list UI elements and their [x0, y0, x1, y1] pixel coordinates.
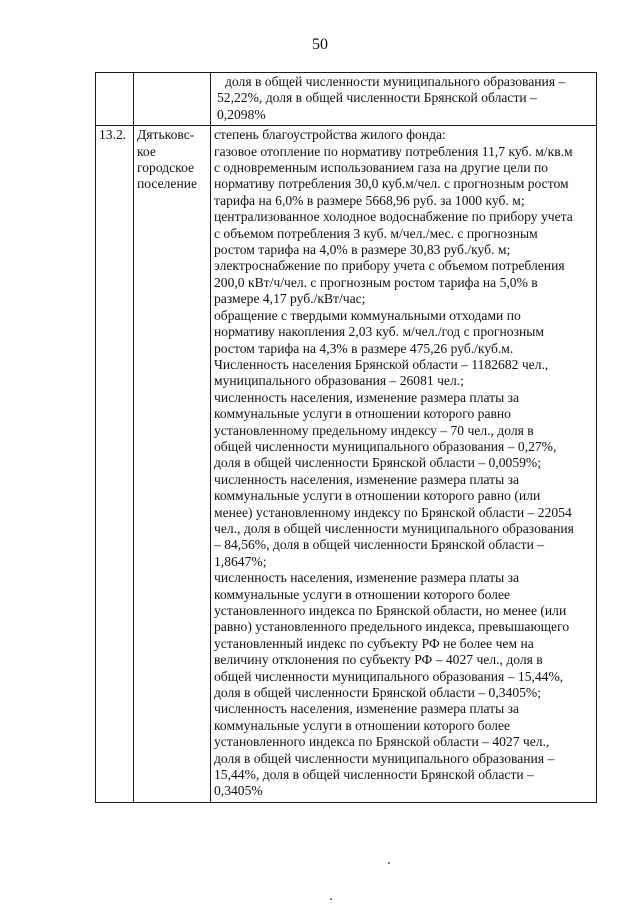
text-line: обращение с твердыми коммунальными отходами по: [214, 307, 521, 323]
text-line: коммунальные услуги в отношении которого более: [214, 586, 511, 602]
text-line: общей численности муниципального образования – 15,44%,: [214, 668, 564, 684]
text-line: численность населения, изменение размера платы за: [214, 389, 520, 405]
municipality-name-line: кое: [137, 143, 156, 159]
text-line: равно) установленного предельного индекса, превышающего: [214, 619, 570, 635]
scan-speck: [330, 898, 332, 900]
text-line: доля в общей численности Брянской области – 0,3405%;: [214, 685, 542, 701]
row-number-cell: [96, 126, 134, 803]
page-number: 50: [312, 36, 328, 53]
text-line: степень благоустройства жилого фонда:: [214, 127, 446, 143]
description-cell: [211, 126, 597, 803]
text-line: чел., доля в общей численности муниципального образования: [214, 520, 574, 536]
text-line: с объемом потребления 3 куб. м/чел./мес. с прогнозным: [214, 225, 538, 241]
text-line: 15,44%, доля в общей численности Брянской области –: [214, 767, 534, 783]
text-line: муниципального образования – 26081 чел.;: [214, 373, 464, 389]
text-line: менее) установленному индексу по Брянской области – 22054: [214, 504, 572, 520]
text-line: доля в общей численности Брянской области – 0,0059%;: [214, 455, 542, 471]
text-line: газовое отопление по нормативу потребления 11,7 куб. м/кв.м: [214, 143, 573, 159]
text-line: централизованное холодное водоснабжение по прибору учета: [214, 209, 573, 225]
text-line: с одновременным использованием газа на другие цели по: [214, 160, 549, 176]
table-row-13-2: [96, 126, 597, 803]
text-line: коммунальные услуги в отношении которого равно: [214, 406, 511, 422]
description-cell-continuation: [211, 73, 597, 126]
text-line: ростом тарифа на 4,3% в размере 475,26 руб./куб.м.: [214, 340, 514, 356]
text-line: установленному предельному индексу – 70 чел., доля в: [214, 422, 534, 438]
text-line: установленный индекс по субъекту РФ не более чем на: [214, 635, 534, 651]
table-row-continuation: [96, 73, 597, 126]
text-line: численность населения, изменение размера платы за: [214, 471, 520, 487]
text-line: коммунальные услуги в отношении которого более: [214, 717, 511, 733]
text-line: нормативу потребления 30,0 куб.м/чел. с прогнозным ростом: [214, 176, 569, 192]
text-line: доля в общей численности муниципального образования –: [225, 74, 566, 89]
text-line: размере 4,17 руб./кВт/час;: [214, 291, 366, 307]
text-line: 0,3405%: [214, 783, 263, 799]
text-line: Численность населения Брянской области – 1182682 чел.,: [214, 356, 549, 372]
text-line: ростом тарифа на 4,0% в размере 30,83 руб./куб. м;: [214, 242, 511, 258]
municipality-table: [95, 72, 597, 803]
text-line: 1,8647%;: [214, 553, 267, 569]
municipality-name-cell-empty: [134, 73, 211, 126]
text-line: величину отклонения по субъекту РФ – 4027 чел., доля в: [214, 652, 543, 668]
text-line: установленного индекса по Брянской области – 4027 чел.,: [214, 734, 550, 750]
text-line: 0,2098%: [217, 106, 266, 122]
text-line: 200,0 кВт/ч/чел. с прогнозным ростом тарифа на 5,0% в: [214, 274, 538, 290]
text-line: численность населения, изменение размера платы за: [214, 570, 520, 586]
text-line: доля в общей численности муниципального образования –: [214, 750, 555, 766]
text-line: коммунальные услуги в отношении которого равно (или: [214, 488, 541, 504]
municipality-name-line: Дятьковс-: [137, 127, 195, 143]
text-line: электроснабжение по прибору учета с объемом потребления: [214, 258, 565, 274]
municipality-name-cell: [134, 126, 211, 803]
scan-speck: [388, 862, 390, 864]
row-number-cell-empty: [96, 73, 134, 126]
text-line: – 84,56%, доля в общей численности Брянской области –: [214, 537, 545, 553]
municipality-name-line: городское: [137, 160, 195, 176]
text-line: тарифа на 6,0% в размере 5668,96 руб. за 1000 куб. м;: [214, 192, 525, 208]
row-number: 13.2.: [99, 127, 127, 143]
text-line: 52,22%, доля в общей численности Брянской области –: [217, 90, 537, 106]
text-line: общей численности муниципального образования – 0,27%,: [214, 438, 557, 454]
text-line: установленного индекса по Брянской области, но менее (или: [214, 603, 567, 618]
text-line: нормативу накопления 2,03 куб. м/чел./год с прогнозным: [214, 324, 544, 340]
text-line: численность населения, изменение размера платы за: [214, 701, 520, 717]
municipality-name-line: поселение: [137, 176, 198, 192]
